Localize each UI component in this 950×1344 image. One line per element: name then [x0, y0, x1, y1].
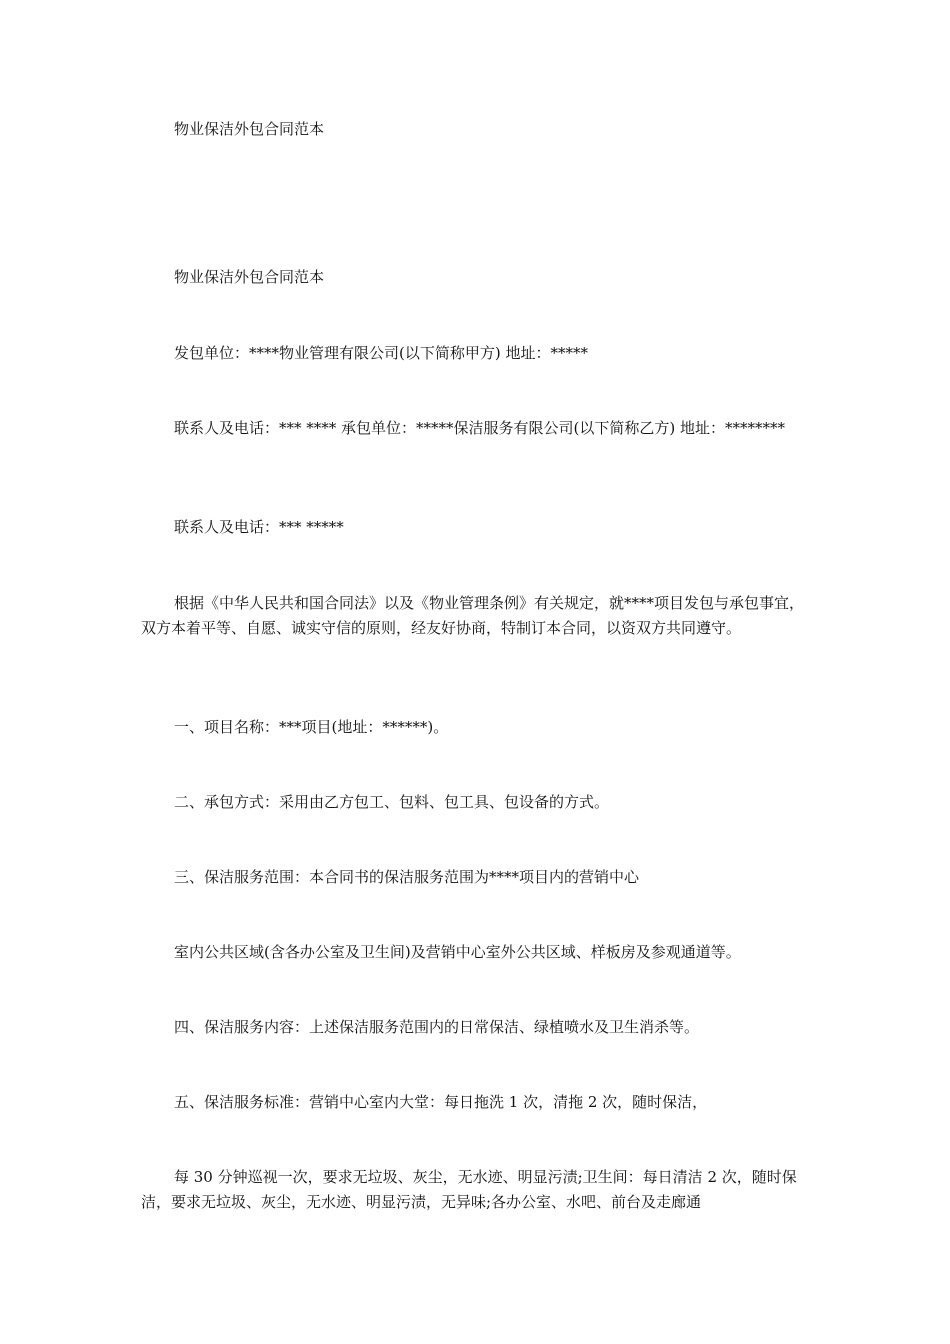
- clause-service-content: 四、保洁服务内容：上述保洁服务范围内的日常保洁、绿植喷水及卫生消杀等。: [174, 1018, 700, 1036]
- paragraph-contact: 联系人及电话：*** *****: [174, 518, 344, 536]
- clause-service-standard-detail: 每 30 分钟巡视一次，要求无垃圾、灰尘，无水迹、明显污渍;卫生间：每日清洁 2 次，随时保洁，要求无垃圾、灰尘，无水迹、明显污渍，无异味;各办公室、水吧、前台及走廊通: [141, 1168, 797, 1211]
- header-title: 物业保洁外包合同范本: [174, 120, 325, 138]
- clause-service-standard: 五、保洁服务标准：营销中心室内大堂：每日拖洗 1 次，清拖 2 次，随时保洁，: [174, 1093, 708, 1111]
- clause-service-scope: 三、保洁服务范围：本合同书的保洁服务范围为****项目内的营销中心: [174, 868, 640, 886]
- paragraph-preamble: 根据《中华人民共和国合同法》以及《物业管理条例》有关规定，就****项目发包与承包事宜，双方本着平等、自愿、诚实守信的原则，经友好协商，特制订本合同，以资双方共同遵守。: [141, 594, 805, 637]
- document-title: 物业保洁外包合同范本: [174, 268, 325, 286]
- clause-contract-method: 二、承包方式：采用由乙方包工、包料、包工具、包设备的方式。: [174, 793, 610, 811]
- paragraph-issuer: 发包单位：****物业管理有限公司(以下简称甲方) 地址：*****: [174, 344, 588, 362]
- clause-service-scope-cont: 室内公共区域(含各办公室及卫生间)及营销中心室外公共区域、样板房及参观通道等。: [174, 943, 741, 961]
- clause-project-name: 一、项目名称：***项目(地址：******)。: [174, 718, 449, 736]
- paragraph-contractor: 联系人及电话：*** **** 承包单位：*****保洁服务有限公司(以下简称乙方) 地址：********: [174, 419, 786, 437]
